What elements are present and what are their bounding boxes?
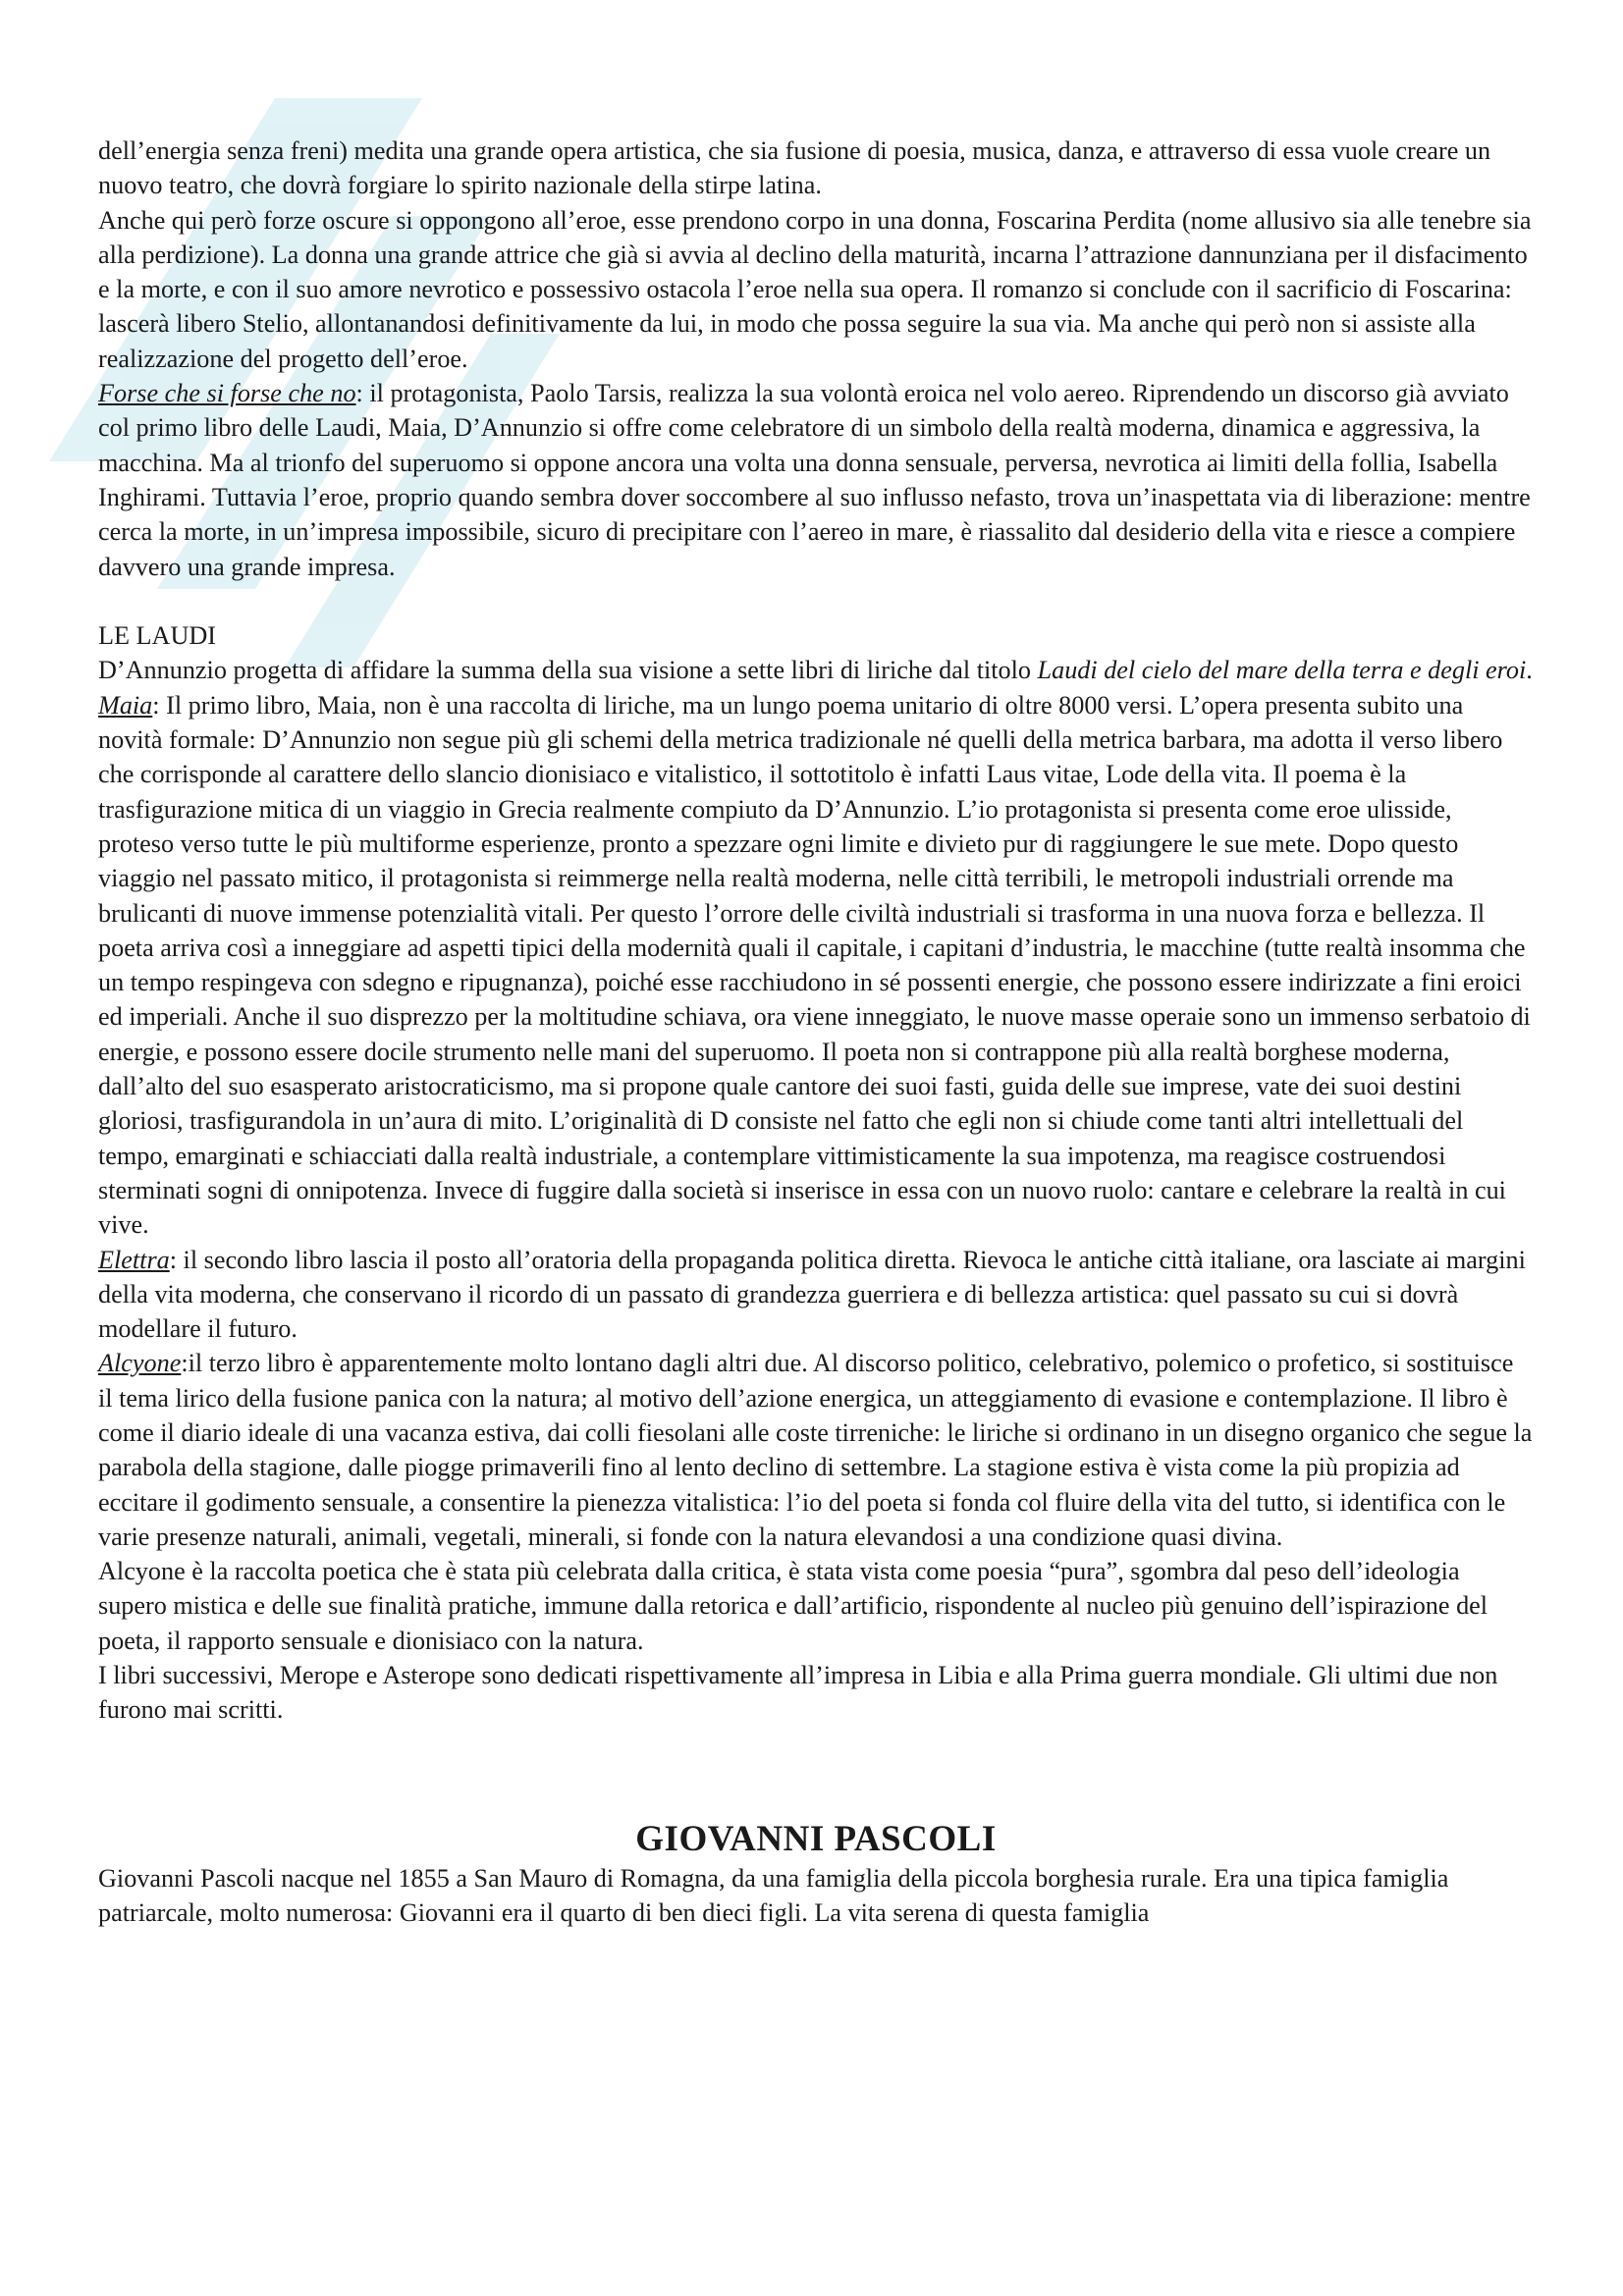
paragraph-pascoli-bio: Giovanni Pascoli nacque nel 1855 a San Mauro di Romagna, da una famiglia della piccola borghesia rurale. Era una tipica famiglia patriarcale, molto numerosa: Giovanni era il quarto di ben dieci figli. La vita serena di questa famiglia — [98, 1863, 1449, 1927]
paragraph-forse-che-si — [98, 376, 1534, 584]
document-body — [98, 133, 1534, 1930]
paragraph-intro: dell’energia senza freni) medita una grande opera artistica, che sia fusione di poesia, musica, danza, e attraverso di essa vuole creare un nuovo teatro, che dovrà forgiare lo spirito nazionale della stirpe latina. — [98, 136, 1491, 200]
title-alcyone: Alcyone — [98, 1349, 182, 1378]
laudi-title: Laudi del cielo del mare della terra e degli eroi — [1037, 656, 1527, 685]
title-elettra: Elettra — [98, 1245, 170, 1274]
heading-le-laudi: LE LAUDI — [98, 621, 216, 651]
paragraph-alcyone-critica: Alcyone è la raccolta poetica che è stata più celebrata dalla critica, è stata vista come poesia “pura”, sgombra dal peso dell’ideologia supero mistica e delle sue finalità pratiche, immune dalla retorica e dall’artificio, rispondente al nucleo più genuino dell’ispirazione del poeta, il rapporto sensuale e dionisiaco con la natura. — [98, 1557, 1488, 1655]
text-maia: : Il primo libro, Maia, non è una raccolta di liriche, ma un lungo poema unitario di oltre 8000 versi. L’opera presenta subito una novità formale: D’Annunzio non segue più gli schemi della metrica tradizionale né quelli della metrica barbara, ma adotta il verso libero che corrisponde al carattere dello slancio dionisiaco e vitalistico, il sottotitolo è infatti Laus vitae, Lode della vita. Il poema è la trasfigurazione mitica di un viaggio in Grecia realmente compiuto da D’Annunzio. L’io protagonista si presenta come eroe ulisside, proteso verso tutte le più multiforme esperienze, pronto a spezzare ogni limite e divieto pur di raggiungere le sue mete. Dopo questo viaggio nel passato mitico, il protagonista si reimmerge nella realtà moderna, nelle città terribili, le metropoli industriali orrende ma brulicanti di nuove immense potenzialità vitali. Per questo l’orrore delle civiltà industriali si trasforma in una nuova forza e bellezza. Il poeta arriva così a inneggiare ad aspetti tipici della modernità quali il capitale, i capitani d’industria, le macchine (tutte realtà insomma che un tempo respingeva con sdegno e ripugnanza), poiché esse racchiudono in sé possenti energie, che possono essere indirizzate a fini eroici ed imperiali. Anche il suo disprezzo per la moltitudine schiava, ora viene inneggiato, le nuove masse operaie sono un immenso serbatoio di energie, e possono essere docile strumento nelle mani del superuomo. Il poeta non si contrappone più alla realtà borghese moderna, dall’alto del suo esasperato aristocraticismo, ma si propone quale cantore dei suoi fasti, guida delle sue imprese, vate dei suoi destini gloriosi, trasfigurandola in un’aura di mito. L’originalità di D consiste nel fatto che egli non si chiude come tanti altri intellettuali del tempo, emarginati e schiacciati dalla realtà industriale, a contemplare vittimisticamente la sua impotenza, ma reagisce costruendosi sterminati sogni di onnipotenza. Invece di fuggire dalla società si inserisce in essa con un nuovo ruolo: cantare e celebrare la realtà in cui vive. — [98, 690, 1531, 1240]
paragraph-libri-successivi: I libri successivi, Merope e Asterope sono dedicati rispettivamente all’impresa in Libia e alla Prima guerra mondiale. Gli ultimi due non furono mai scritti. — [98, 1661, 1498, 1725]
text-forse-che-si: : il protagonista, Paolo Tarsis, realizza la sua volontà eroica nel volo aereo. Riprendendo un discorso già avviato col primo libro delle Laudi, Maia, D’Annunzio si offre come celebratore di un simbolo della realtà moderna, dinamica e aggressiva, la macchina. Ma al trionfo del superuomo si oppone ancora una volta una donna sensuale, perversa, nevrotica ai limiti della follia, Isabella Inghirami. Tuttavia l’eroe, proprio quando sembra dover soccombere al suo influsso nefasto, trova un’inaspettata via di liberazione: mentre cerca la morte, in un’impresa impossibile, sicuro di precipitare con l’aereo in mare, è riassalito dal desiderio della vita e riesce a compiere davvero una grande impresa. — [98, 379, 1531, 581]
title-maia: Maia — [98, 690, 153, 720]
heading-giovanni-pascoli: GIOVANNI PASCOLI — [635, 1818, 997, 1859]
paragraph-elettra — [98, 1243, 1534, 1347]
paragraph-alcyone — [98, 1346, 1534, 1554]
text-elettra: : il secondo libro lascia il posto all’oratoria della propaganda politica diretta. Rievoca le antiche città italiane, ora lasciate ai margini della vita moderna, che conservano il ricordo di un passato di grandezza guerriera e di bellezza artistica: quel passato su cui si dovrà modellare il futuro. — [98, 1245, 1526, 1344]
title-forse-che-si: Forse che si forse che no — [98, 379, 356, 408]
laudi-intro-end: . — [1526, 656, 1533, 685]
text-alcyone: :il terzo libro è apparentemente molto lontano dagli altri due. Al discorso politico, celebrativo, polemico o profetico, si sostituisce il tema lirico della fusione panica con la natura; al motivo dell’azione energica, un atteggiamento di evasione e contemplazione. Il libro è come il diario ideale di una vacanza estiva, dai colli fiesolani alle coste tirreniche: le liriche si ordinano in un disegno organico che segue la parabola della stagione, dalle piogge primaverili fino al lento declino di settembre. La stagione estiva è vista come la più propizia ad eccitare il godimento sensuale, a consentire la pienezza vitalistica: l’io del poeta si fonda col fluire della vita del tutto, si identifica con le varie presenze naturali, animali, vegetali, minerali, si fonde con la natura elevandosi a una condizione quasi divina. — [98, 1349, 1533, 1551]
paragraph-laudi-intro — [98, 653, 1534, 687]
paragraph-maia — [98, 688, 1534, 1243]
laudi-intro-text: D’Annunzio progetta di affidare la summa della sua visione a sette libri di liriche dal titolo — [98, 656, 1038, 685]
spacer — [98, 584, 1534, 618]
paragraph-foscarina: Anche qui però forze oscure si oppongono all’eroe, esse prendono corpo in una donna, Foscarina Perdita (nome allusivo sia alle tenebre sia alla perdizione). La donna una grande attrice che già si avvia al declino della maturità, incarna l’attrazione dannunziana per il disfacimento e la morte, e con il suo amore nevrotico e possessivo ostacola l’eroe nella sua opera. Il romanzo si conclude con il sacrificio di Foscarina: lascerà libero Stelio, allontanandosi definitivamente da lui, in modo che possa seguire la sua via. Ma anche qui però non si assiste alla realizzazione del progetto dell’eroe. — [98, 205, 1532, 373]
